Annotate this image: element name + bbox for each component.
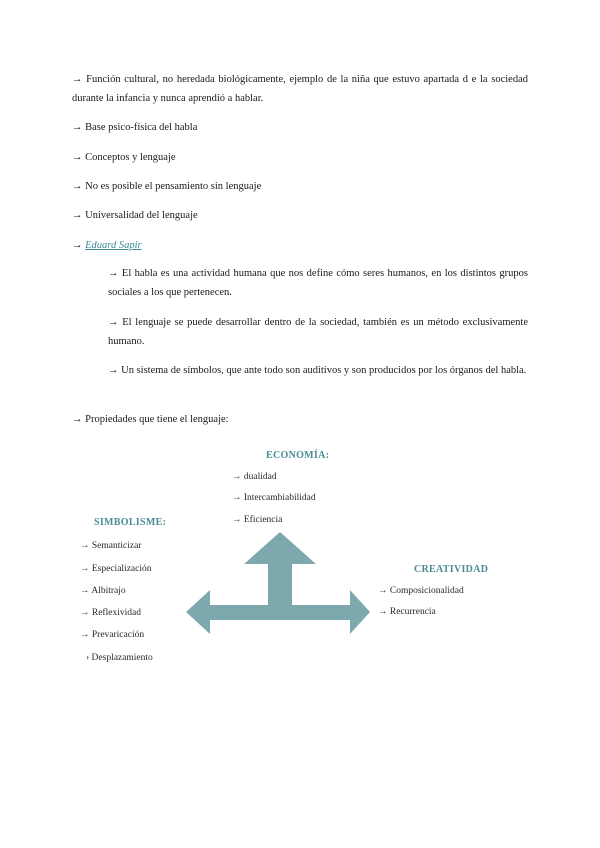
simbolisme-item-semanticizar: → Semanticizar [80,541,142,551]
simbolisme-item-albitrajo: → Albitrajo [80,586,126,596]
paragraph-psychophysical-base: → Base psico-física del habla [72,122,198,133]
paragraph-universality: → Universalidad del lenguaje [72,210,198,221]
subparagraph-habla-actividad: → El habla es una actividad humana que nos define cómo seres humanos, en los distintos grupos sociales a los que pertenecen. [108,268,528,298]
paragraph-sapir [72,236,142,255]
creatividad-item-recurrencia: → Recurrencia [378,607,436,617]
economia-title: ECONOMÍA: [266,450,330,461]
subparagraph-lenguaje-sociedad: → El lenguaje se puede desarrollar dentro de la sociedad, también es un método exclusivamente humano. [108,317,528,347]
paragraph-cultural-function: → Función cultural, no heredada biológicamente, ejemplo de la niña que estuvo apartada d e la sociedad durante la infancia y nunca aprendió a hablar. [72,74,528,104]
simbolisme-item-desplazamiento: › Desplazamiento [86,653,153,663]
simbolisme-item-prevaricacion: → Prevaricación [80,630,145,640]
simbolisme-item-reflexividad: → Reflexividad [80,608,141,618]
three-way-arrow-shape [186,532,370,634]
economia-item-dualidad: → dualidad [232,472,277,482]
simbolisme-item-especializacion: → Especialización [80,564,152,574]
link-eduard-sapir[interactable]: Eduard Sapir [85,240,142,251]
creatividad-item-composicionalidad: → Composicionalidad [378,586,464,596]
paragraph-no-thought-without-language: → No es posible el pensamiento sin lenguaje [72,181,262,192]
simbolisme-title: SIMBOLISME: [94,517,167,528]
paragraph-concepts-language: → Conceptos y lenguaje [72,152,176,163]
economia-item-eficiencia: → Eficiencia [232,515,283,525]
subparagraph-sistema-simbolos: → Un sistema de símbolos, que ante todo son auditivos y son producidos por los órganos del habla. [108,365,527,376]
language-properties-diagram [0,440,600,680]
sapir-arrow: → [72,240,86,251]
economia-item-intercambiabilidad: → Intercambiabilidad [232,493,316,503]
paragraph-propiedades: → Propiedades que tiene el lenguaje: [72,414,229,425]
diagram-arrows-svg [0,440,600,680]
creatividad-title: CREATIVIDAD [414,564,489,575]
